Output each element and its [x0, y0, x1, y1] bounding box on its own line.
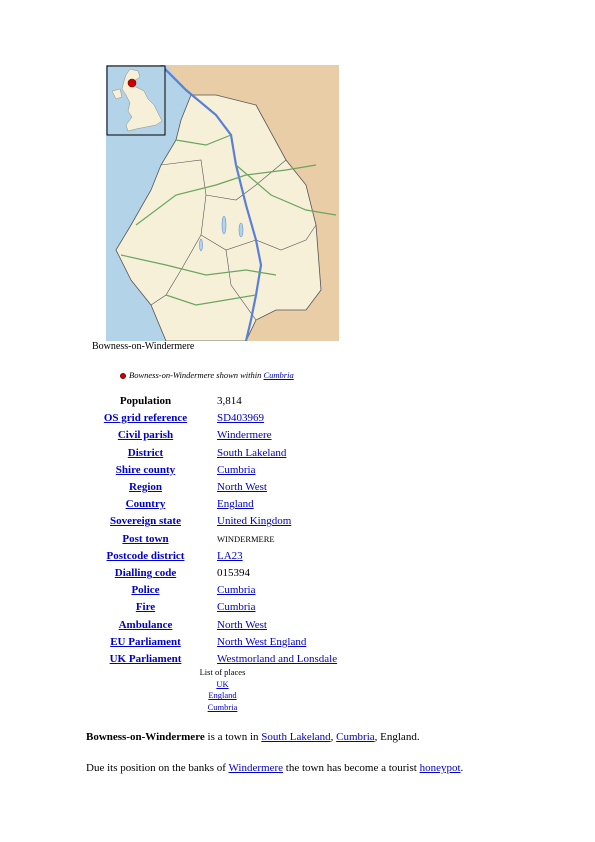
infobox-value[interactable]: England — [217, 498, 254, 511]
infobox-label[interactable]: Country — [125, 498, 166, 511]
infobox-row — [84, 479, 341, 496]
places-link-england[interactable]: England — [208, 690, 237, 701]
infobox-value[interactable]: Windermere — [217, 429, 272, 442]
article-subject: Bowness-on-Windermere — [86, 731, 205, 743]
map-note — [120, 370, 294, 380]
infobox-row — [84, 617, 341, 634]
places-heading: List of places — [199, 667, 246, 677]
infobox-label[interactable]: EU Parliament — [110, 635, 181, 648]
infobox-value: 015394 — [217, 567, 250, 580]
infobox-label: Population — [119, 395, 172, 407]
places-link-uk[interactable]: UK — [216, 678, 229, 689]
infobox-label[interactable]: Sovereign state — [110, 515, 181, 528]
infobox-label[interactable]: Police — [131, 584, 160, 597]
infobox-value[interactable]: North West — [217, 618, 267, 631]
infobox-label[interactable]: UK Parliament — [109, 653, 182, 666]
intro-paragraph — [86, 731, 420, 743]
infobox-row — [84, 651, 341, 668]
infobox-row — [84, 531, 341, 548]
intro-text-3: , England. — [374, 731, 420, 743]
infobox-value[interactable]: Westmorland and Lonsdale — [217, 653, 338, 666]
infobox-value[interactable]: Cumbria — [217, 463, 256, 476]
infobox-row — [84, 427, 341, 444]
location-dot-icon — [120, 373, 126, 379]
map-caption: Bowness-on-Windermere — [92, 341, 195, 352]
infobox-row — [84, 582, 341, 599]
infobox-row — [84, 445, 341, 462]
location-map — [106, 65, 339, 341]
infobox-label[interactable]: Civil parish — [117, 429, 174, 442]
infobox-value[interactable]: South Lakeland — [217, 446, 287, 459]
cumbria-link[interactable]: Cumbria — [336, 731, 375, 743]
infobox-value[interactable]: North West England — [217, 635, 307, 648]
infobox-row — [84, 513, 341, 530]
infobox-label[interactable]: Region — [129, 481, 162, 494]
infobox-table — [84, 393, 341, 668]
infobox-row — [84, 496, 341, 513]
infobox-row — [84, 565, 341, 582]
tourism-text-1: Due its position on the banks of — [86, 762, 229, 774]
infobox-value[interactable]: Cumbria — [217, 584, 256, 597]
windermere-link[interactable]: Windermere — [228, 762, 284, 774]
infobox-label[interactable]: Post town — [122, 532, 169, 545]
list-of-places — [180, 667, 265, 714]
infobox-row — [84, 393, 341, 410]
infobox-label[interactable]: Ambulance — [118, 618, 173, 631]
infobox-value[interactable]: Cumbria — [217, 601, 256, 614]
tourism-text-2: the town has become a tourist — [283, 762, 420, 774]
inset-location-marker — [128, 79, 136, 87]
infobox-value[interactable]: SD403969 — [217, 412, 265, 425]
infobox-label[interactable]: Postcode district — [106, 549, 185, 562]
infobox-row — [84, 462, 341, 479]
south-lakeland-link[interactable]: South Lakeland — [261, 731, 331, 743]
places-link-cumbria[interactable]: Cumbria — [207, 702, 238, 713]
infobox-row — [84, 410, 341, 427]
intro-text-1: is a town in — [204, 731, 262, 743]
infobox-value: WINDERMERE — [217, 533, 275, 544]
infobox-value[interactable]: United Kingdom — [217, 515, 292, 528]
infobox-label[interactable]: Dialling code — [114, 567, 177, 580]
infobox-value[interactable]: North West — [217, 481, 267, 494]
infobox-label[interactable]: Fire — [135, 601, 156, 614]
honeypot-link[interactable]: honeypot — [419, 762, 461, 774]
inset-map — [107, 66, 165, 135]
map-note-cumbria-link[interactable]: Cumbria — [263, 370, 294, 380]
infobox-label[interactable]: Shire county — [115, 463, 176, 476]
tourism-text-3: . — [460, 762, 464, 774]
infobox-label[interactable]: District — [127, 446, 164, 459]
infobox-row — [84, 548, 341, 565]
infobox-value: 3,814 — [217, 395, 242, 407]
intro-text-2: , — [330, 731, 337, 743]
tourism-paragraph — [86, 762, 463, 774]
infobox-label[interactable]: OS grid reference — [103, 412, 188, 425]
infobox-row — [84, 634, 341, 651]
infobox-row — [84, 599, 341, 616]
infobox-value[interactable]: LA23 — [217, 549, 243, 562]
map-note-text: Bowness-on-Windermere shown within — [129, 370, 264, 380]
